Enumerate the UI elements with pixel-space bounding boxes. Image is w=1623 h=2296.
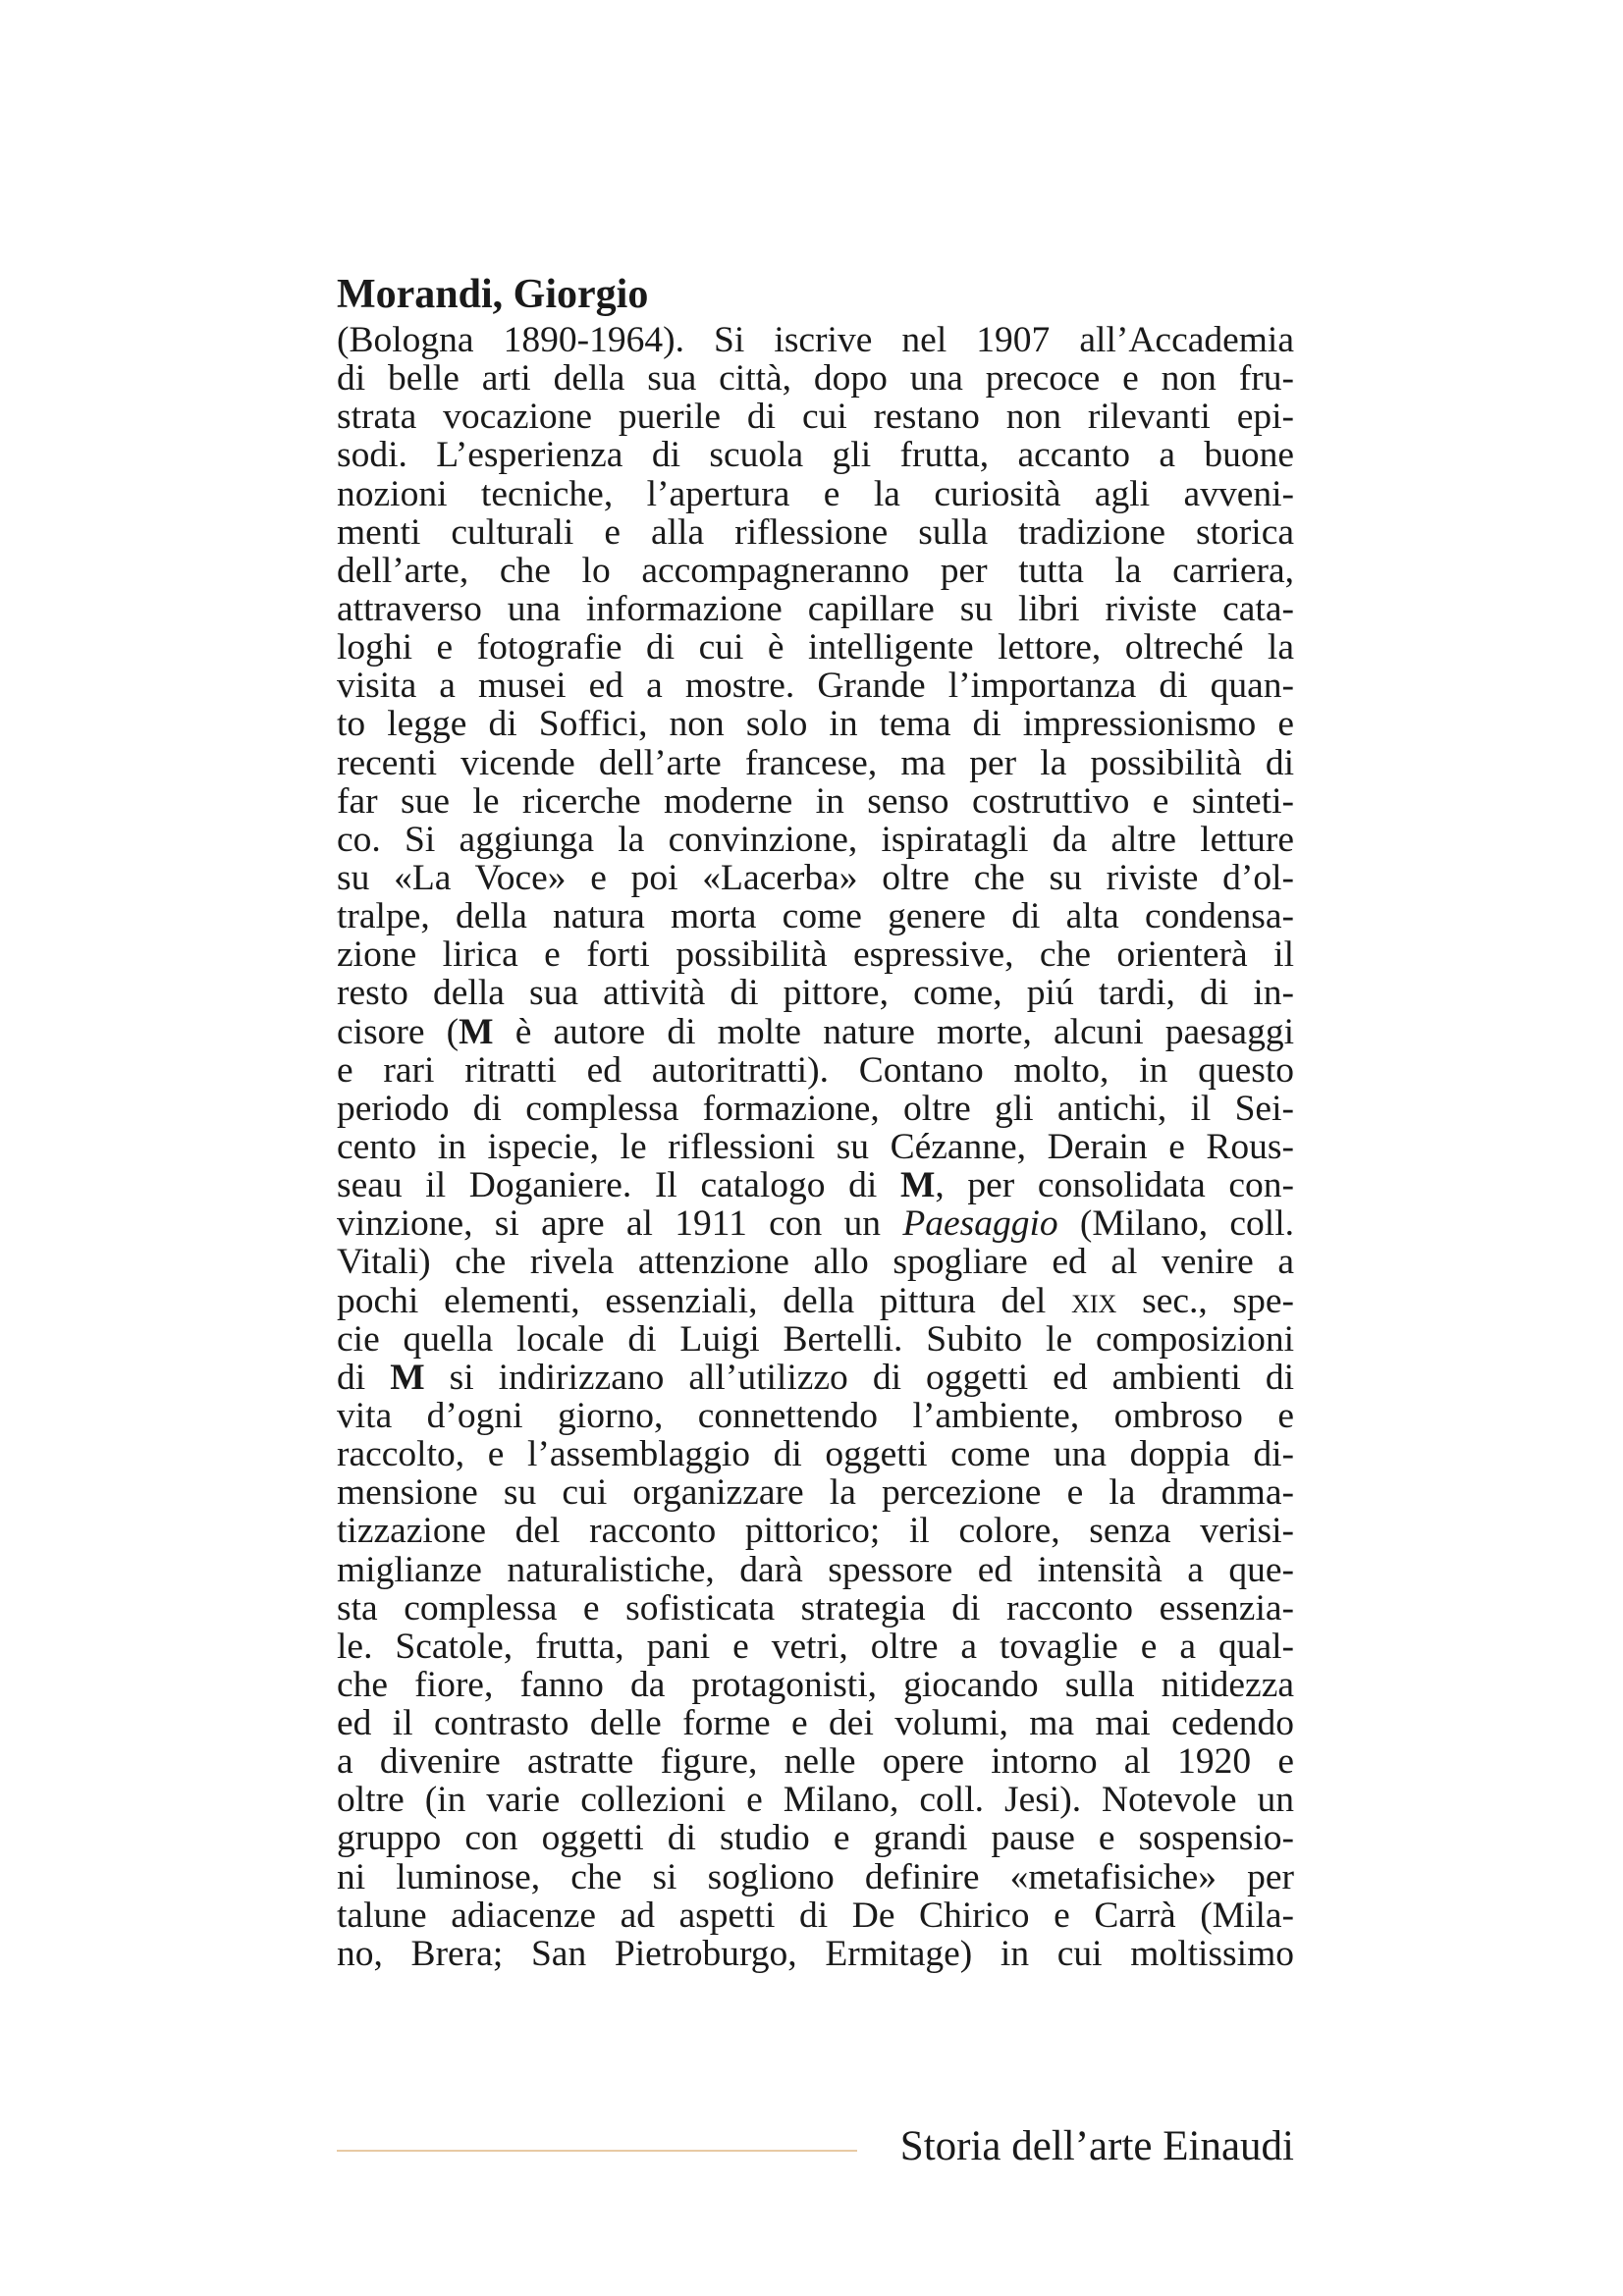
page-footer [337,2120,1294,2179]
body-line: Vitali) che rivela attenzione allo spogliare ed al venire a [337,1242,1294,1283]
body-line: di M si indirizzano all’utilizzo di oggetti ed ambienti di [337,1357,1295,1398]
body-line: recenti vicende dell’arte francese, ma per la possibilità di [337,742,1294,783]
body-line: menti culturali e alla riflessione sulla tradizione storica [337,511,1294,553]
body-line: to legge di Soffici, non solo in tema di impressionismo e [337,704,1294,745]
body-line: raccolto, e l’assemblaggio di oggetti come una doppia di- [337,1434,1294,1475]
body-line: strata vocazione puerile di cui restano non rilevanti epi- [337,397,1294,438]
entry-body [337,321,1294,1973]
body-line: pochi elementi, essenziali, della pittura del xix sec., spe- [337,1280,1294,1321]
footer-rule [337,2150,857,2152]
body-line: a divenire astratte figure, nelle opere intorno al 1920 e [337,1741,1294,1783]
body-line: sta complessa e sofisticata strategia di racconto essenzia- [337,1587,1294,1629]
body-line: vinzione, si apre al 1911 con un Paesaggio (Milano, coll. [337,1203,1294,1245]
body-line: cisore (M è autore di molte nature morte, alcuni paesaggi [337,1011,1294,1052]
body-line: oltre (in varie collezioni e Milano, coll. Jesi). Notevole un [337,1780,1294,1821]
body-line: cento in ispecie, le riflessioni su Cézanne, Derain e Rous- [337,1126,1294,1167]
entry-title: Morandi, Giorgio [337,272,649,317]
body-line: su «La Voce» e poi «Lacerba» oltre che su riviste d’ol- [337,857,1294,898]
body-line: tralpe, della natura morta come genere di alta condensa- [337,896,1294,937]
body-line: attraverso una informazione capillare su libri riviste cata- [337,588,1294,629]
body-line: dell’arte, che lo accompagneranno per tutta la carriera, [337,550,1294,591]
body-line: sodi. L’esperienza di scuola gli frutta, accanto a buone [337,435,1294,476]
body-line: visita a musei ed a mostre. Grande l’importanza di quan- [337,666,1294,707]
body-line: resto della sua attività di pittore, come, piú tardi, di in- [337,973,1294,1014]
body-line: gruppo con oggetti di studio e grandi pause e sospensio- [337,1818,1294,1859]
body-line: e rari ritratti ed autoritratti). Contano molto, in questo [337,1049,1294,1091]
body-line: le. Scatole, frutta, pani e vetri, oltre a tovaglie e a qual- [337,1626,1294,1667]
body-line: ed il contrasto delle forme e dei volumi, ma mai cedendo [337,1703,1294,1744]
body-line: zione lirica e forti possibilità espressive, che orienterà il [337,934,1294,976]
footer-brand: Storia dell’arte Einaudi [899,2123,1294,2169]
body-line: no, Brera; San Pietroburgo, Ermitage) in cui moltissimo [337,1933,1294,1974]
body-line: nozioni tecniche, l’apertura e la curiosità agli avveni- [337,473,1294,514]
body-line: tizzazione del racconto pittorico; il colore, senza verisi- [337,1511,1294,1552]
body-line: (Bologna 1890-1964). Si iscrive nel 1907 all’Accademia [337,320,1294,360]
encyclopedia-entry [337,270,1294,1973]
body-line: far sue le ricerche moderne in senso costruttivo e sinteti- [337,780,1294,822]
body-line: vita d’ogni giorno, connettendo l’ambiente, ombroso e [337,1395,1294,1436]
body-line: di belle arti della sua città, dopo una precoce e non fru- [337,358,1294,400]
body-line: miglianze naturalistiche, darà spessore ed intensità a que- [337,1549,1294,1590]
body-line: talune adiacenze ad aspetti di De Chirico e Carrà (Mila- [337,1895,1294,1936]
body-line: ni luminose, che si sogliono definire «metafisiche» per [337,1856,1294,1897]
body-line: co. Si aggiunga la convinzione, ispiratagli da altre letture [337,819,1294,860]
body-line: che fiore, fanno da protagonisti, giocando sulla nitidezza [337,1664,1294,1705]
body-line: mensione su cui organizzare la percezione e la dramma- [337,1472,1294,1514]
body-line: seau il Doganiere. Il catalogo di M, per consolidata con- [337,1165,1294,1206]
body-line: cie quella locale di Luigi Bertelli. Subito le composizioni [337,1318,1294,1360]
body-line: periodo di complessa formazione, oltre gli antichi, il Sei- [337,1088,1294,1129]
body-line: loghi e fotografie di cui è intelligente lettore, oltreché la [337,627,1294,668]
